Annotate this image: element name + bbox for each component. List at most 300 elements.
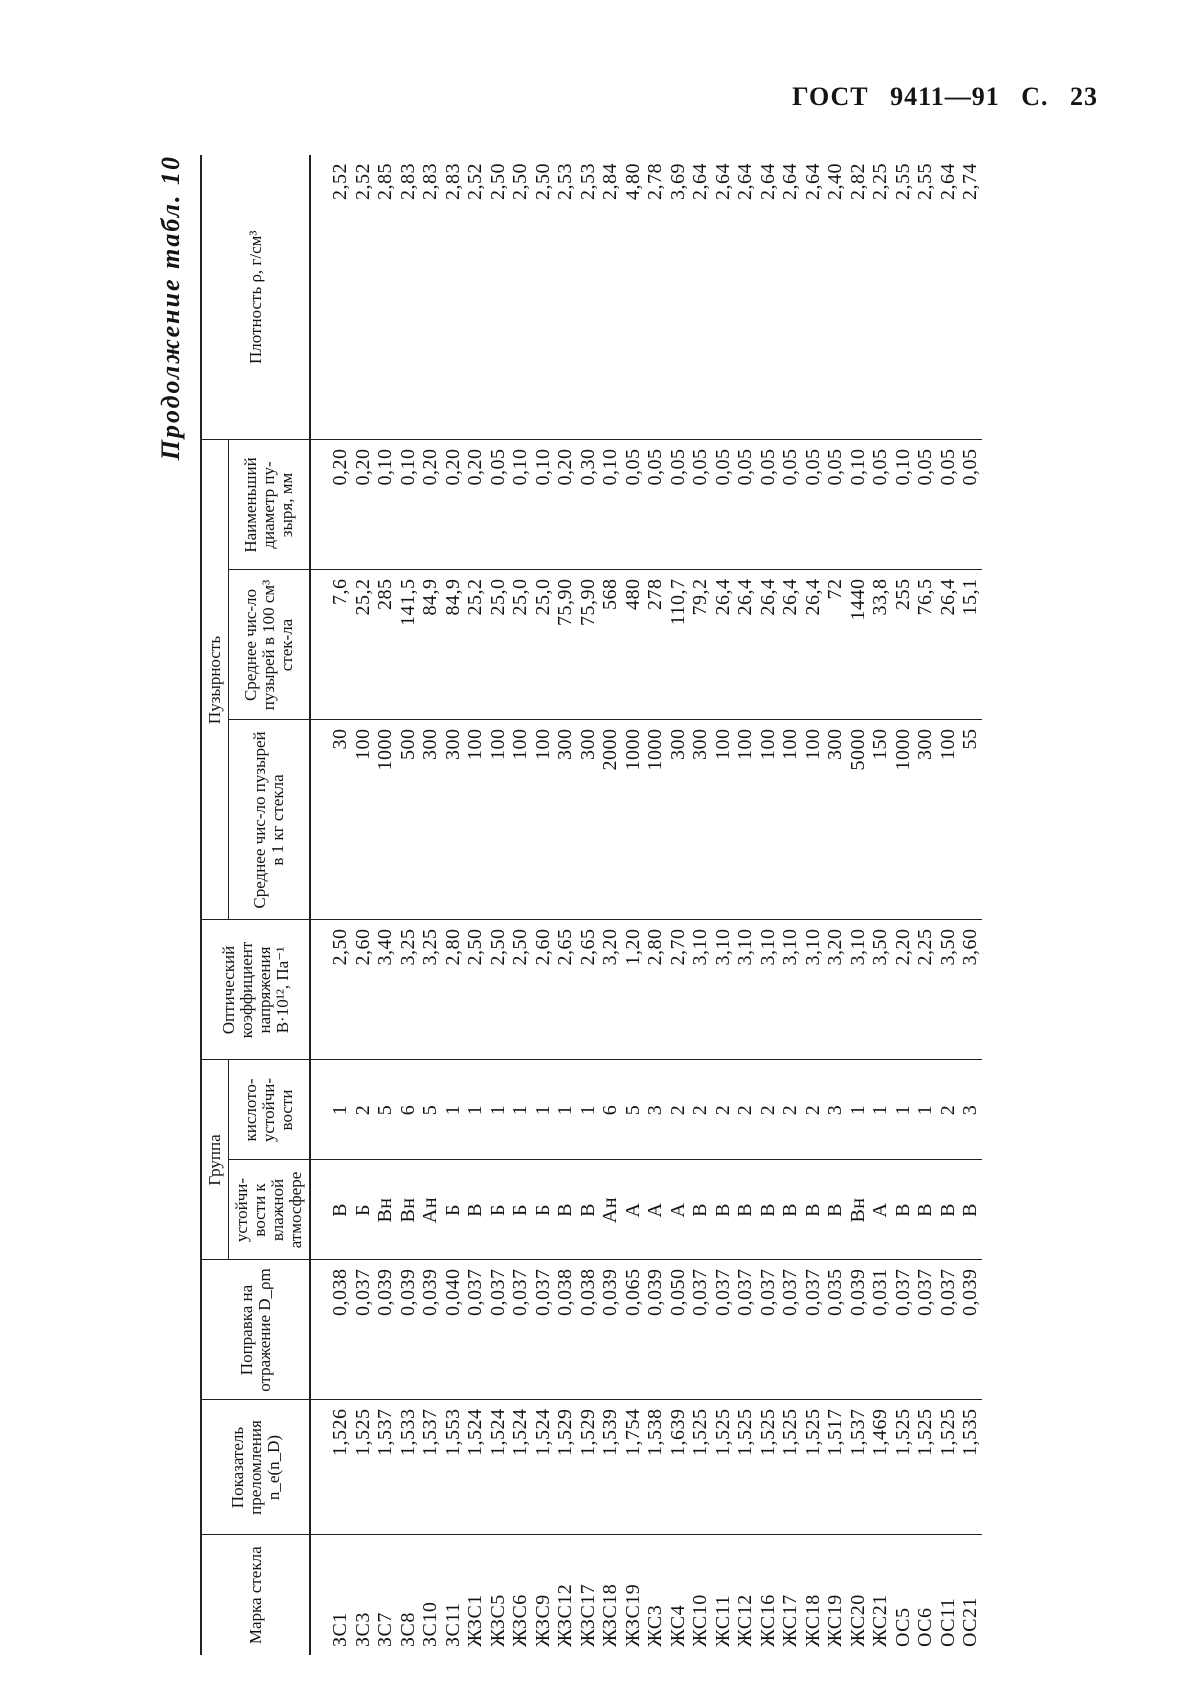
table-row <box>959 155 982 1655</box>
cell-mark: ЗС1 <box>310 1535 352 1655</box>
cell-bubbles-cm3: 26,4 <box>802 570 825 720</box>
col-humidity: устойчи-вости к влажной атмосфере <box>229 1160 311 1260</box>
cell-bubbles-kg: 500 <box>397 720 420 920</box>
table-row <box>779 155 802 1655</box>
cell-optical: 3,10 <box>757 920 780 1060</box>
cell-reflection: 0,037 <box>937 1260 960 1400</box>
cell-acid: 3 <box>824 1060 847 1160</box>
cell-min-diameter: 0,05 <box>937 440 960 570</box>
col-reflection: Поправка на отражение D_ρm <box>201 1260 310 1400</box>
cell-bubbles-kg: 300 <box>667 720 690 920</box>
table-row <box>464 155 487 1655</box>
cell-humidity: Ан <box>599 1160 622 1260</box>
cell-optical: 2,25 <box>914 920 937 1060</box>
cell-bubbles-cm3: 72 <box>824 570 847 720</box>
cell-humidity: В <box>779 1160 802 1260</box>
cell-optical: 3,50 <box>937 920 960 1060</box>
cell-density: 2,84 <box>599 155 622 440</box>
cell-humidity: А <box>644 1160 667 1260</box>
cell-refraction: 1,754 <box>622 1400 645 1535</box>
cell-mark: ЖЗС1 <box>464 1535 487 1655</box>
cell-humidity: Ан <box>419 1160 442 1260</box>
cell-humidity: В <box>757 1160 780 1260</box>
table-row <box>869 155 892 1655</box>
cell-density: 2,83 <box>397 155 420 440</box>
cell-reflection: 0,037 <box>712 1260 735 1400</box>
cell-min-diameter: 0,05 <box>667 440 690 570</box>
page-label: С. <box>1021 82 1049 111</box>
cell-min-diameter: 0,10 <box>397 440 420 570</box>
cell-density: 2,53 <box>577 155 600 440</box>
table-row <box>509 155 532 1655</box>
page-header <box>778 82 1098 112</box>
cell-reflection: 0,039 <box>959 1260 982 1400</box>
cell-bubbles-cm3: 26,4 <box>734 570 757 720</box>
cell-acid: 1 <box>554 1060 577 1160</box>
cell-reflection: 0,038 <box>577 1260 600 1400</box>
cell-mark: ОС6 <box>914 1535 937 1655</box>
table-row <box>802 155 825 1655</box>
cell-acid: 2 <box>712 1060 735 1160</box>
cell-optical: 3,25 <box>397 920 420 1060</box>
table-row <box>689 155 712 1655</box>
cell-density: 2,52 <box>352 155 375 440</box>
cell-acid: 2 <box>757 1060 780 1160</box>
cell-density: 2,64 <box>689 155 712 440</box>
cell-bubbles-kg: 100 <box>779 720 802 920</box>
cell-acid: 5 <box>374 1060 397 1160</box>
cell-mark: ЖЗС5 <box>487 1535 510 1655</box>
cell-mark: ЗС7 <box>374 1535 397 1655</box>
cell-acid: 3 <box>959 1060 982 1160</box>
cell-min-diameter: 0,20 <box>310 440 352 570</box>
cell-humidity: А <box>869 1160 892 1260</box>
cell-optical: 2,50 <box>509 920 532 1060</box>
cell-refraction: 1,525 <box>689 1400 712 1535</box>
cell-density: 2,55 <box>914 155 937 440</box>
cell-refraction: 1,525 <box>914 1400 937 1535</box>
cell-humidity: А <box>667 1160 690 1260</box>
cell-bubbles-cm3: 33,8 <box>869 570 892 720</box>
table-row <box>712 155 735 1655</box>
cell-reflection: 0,037 <box>734 1260 757 1400</box>
cell-mark: ЖС18 <box>802 1535 825 1655</box>
cell-bubbles-cm3: 285 <box>374 570 397 720</box>
cell-mark: ОС5 <box>892 1535 915 1655</box>
table-row <box>914 155 937 1655</box>
col-density: Плотность ρ, г/см³ <box>201 155 310 440</box>
cell-mark: ЖС4 <box>667 1535 690 1655</box>
cell-min-diameter: 0,05 <box>644 440 667 570</box>
cell-mark: ЖС10 <box>689 1535 712 1655</box>
table-row <box>847 155 870 1655</box>
cell-density: 3,69 <box>667 155 690 440</box>
col-acid: кислото-устойчи-вости <box>229 1060 311 1160</box>
cell-acid: 5 <box>419 1060 442 1160</box>
cell-bubbles-kg: 300 <box>419 720 442 920</box>
cell-refraction: 1,539 <box>599 1400 622 1535</box>
cell-bubbles-kg: 100 <box>734 720 757 920</box>
cell-refraction: 1,525 <box>937 1400 960 1535</box>
cell-humidity: В <box>959 1160 982 1260</box>
cell-acid: 1 <box>869 1060 892 1160</box>
cell-humidity: А <box>622 1160 645 1260</box>
cell-min-diameter: 0,05 <box>869 440 892 570</box>
cell-bubbles-kg: 300 <box>554 720 577 920</box>
cell-min-diameter: 0,10 <box>374 440 397 570</box>
cell-bubbles-kg: 300 <box>689 720 712 920</box>
cell-humidity: Вн <box>847 1160 870 1260</box>
cell-bubbles-kg: 100 <box>712 720 735 920</box>
cell-bubbles-kg: 1000 <box>622 720 645 920</box>
cell-min-diameter: 0,10 <box>892 440 915 570</box>
cell-bubbles-kg: 150 <box>869 720 892 920</box>
cell-humidity: Б <box>352 1160 375 1260</box>
cell-refraction: 1,526 <box>310 1400 352 1535</box>
cell-refraction: 1,537 <box>419 1400 442 1535</box>
cell-min-diameter: 0,05 <box>487 440 510 570</box>
cell-bubbles-cm3: 26,4 <box>712 570 735 720</box>
cell-density: 2,64 <box>937 155 960 440</box>
cell-optical: 1,20 <box>622 920 645 1060</box>
cell-humidity: В <box>464 1160 487 1260</box>
cell-optical: 3,10 <box>689 920 712 1060</box>
cell-humidity: В <box>689 1160 712 1260</box>
cell-density: 2,52 <box>310 155 352 440</box>
cell-min-diameter: 0,20 <box>352 440 375 570</box>
cell-humidity: В <box>914 1160 937 1260</box>
cell-reflection: 0,050 <box>667 1260 690 1400</box>
cell-humidity: В <box>802 1160 825 1260</box>
cell-reflection: 0,039 <box>644 1260 667 1400</box>
cell-acid: 6 <box>599 1060 622 1160</box>
cell-reflection: 0,037 <box>509 1260 532 1400</box>
cell-refraction: 1,525 <box>802 1400 825 1535</box>
col-mark: Марка стекла <box>201 1535 310 1655</box>
cell-acid: 3 <box>644 1060 667 1160</box>
cell-refraction: 1,535 <box>959 1400 982 1535</box>
cell-refraction: 1,524 <box>487 1400 510 1535</box>
cell-acid: 1 <box>487 1060 510 1160</box>
cell-refraction: 1,525 <box>352 1400 375 1535</box>
cell-reflection: 0,039 <box>847 1260 870 1400</box>
col-group: Группа <box>201 1060 229 1260</box>
table-row <box>667 155 690 1655</box>
cell-density: 2,55 <box>892 155 915 440</box>
cell-humidity: В <box>937 1160 960 1260</box>
cell-humidity: Б <box>532 1160 555 1260</box>
cell-bubbles-cm3: 26,4 <box>779 570 802 720</box>
cell-optical: 3,20 <box>824 920 847 1060</box>
cell-bubbles-kg: 300 <box>442 720 465 920</box>
cell-reflection: 0,037 <box>464 1260 487 1400</box>
cell-humidity: В <box>712 1160 735 1260</box>
cell-optical: 2,50 <box>487 920 510 1060</box>
cell-optical: 2,65 <box>554 920 577 1060</box>
cell-mark: ЗС3 <box>352 1535 375 1655</box>
cell-bubbles-cm3: 568 <box>599 570 622 720</box>
cell-acid: 1 <box>577 1060 600 1160</box>
cell-optical: 3,40 <box>374 920 397 1060</box>
cell-reflection: 0,065 <box>622 1260 645 1400</box>
cell-bubbles-cm3: 255 <box>892 570 915 720</box>
cell-bubbles-kg: 100 <box>487 720 510 920</box>
cell-humidity: Б <box>442 1160 465 1260</box>
cell-reflection: 0,037 <box>802 1260 825 1400</box>
cell-bubbles-kg: 100 <box>464 720 487 920</box>
cell-min-diameter: 0,05 <box>689 440 712 570</box>
cell-reflection: 0,037 <box>914 1260 937 1400</box>
cell-bubbles-kg: 300 <box>824 720 847 920</box>
cell-humidity: В <box>824 1160 847 1260</box>
gost-label: ГОСТ <box>792 82 869 111</box>
cell-bubbles-cm3: 480 <box>622 570 645 720</box>
cell-bubbles-cm3: 278 <box>644 570 667 720</box>
cell-density: 4,80 <box>622 155 645 440</box>
cell-optical: 2,50 <box>464 920 487 1060</box>
cell-refraction: 1,525 <box>757 1400 780 1535</box>
cell-acid: 6 <box>397 1060 420 1160</box>
cell-density: 2,50 <box>487 155 510 440</box>
cell-density: 2,64 <box>757 155 780 440</box>
cell-density: 2,64 <box>734 155 757 440</box>
cell-bubbles-kg: 100 <box>757 720 780 920</box>
cell-bubbles-cm3: 25,0 <box>487 570 510 720</box>
cell-reflection: 0,037 <box>487 1260 510 1400</box>
cell-bubbles-kg: 100 <box>352 720 375 920</box>
col-bubbles-kg: Среднее чис-ло пузырей в 1 кг стекла <box>229 720 311 920</box>
cell-refraction: 1,525 <box>892 1400 915 1535</box>
cell-mark: ЖС16 <box>757 1535 780 1655</box>
cell-optical: 3,10 <box>802 920 825 1060</box>
cell-density: 2,25 <box>869 155 892 440</box>
cell-min-diameter: 0,05 <box>802 440 825 570</box>
cell-optical: 3,10 <box>847 920 870 1060</box>
cell-bubbles-kg: 2000 <box>599 720 622 920</box>
cell-acid: 2 <box>734 1060 757 1160</box>
cell-mark: ЖС19 <box>824 1535 847 1655</box>
cell-mark: ЖЗС17 <box>577 1535 600 1655</box>
cell-bubbles-kg: 1000 <box>892 720 915 920</box>
cell-optical: 3,10 <box>779 920 802 1060</box>
table-row <box>622 155 645 1655</box>
cell-min-diameter: 0,05 <box>914 440 937 570</box>
cell-bubbles-cm3: 75,90 <box>554 570 577 720</box>
cell-reflection: 0,038 <box>310 1260 352 1400</box>
cell-humidity: Вн <box>374 1160 397 1260</box>
cell-min-diameter: 0,10 <box>847 440 870 570</box>
cell-optical: 2,70 <box>667 920 690 1060</box>
cell-min-diameter: 0,05 <box>779 440 802 570</box>
cell-optical: 2,60 <box>532 920 555 1060</box>
cell-bubbles-kg: 1000 <box>374 720 397 920</box>
cell-density: 2,83 <box>442 155 465 440</box>
cell-density: 2,40 <box>824 155 847 440</box>
cell-humidity: В <box>892 1160 915 1260</box>
cell-density: 2,53 <box>554 155 577 440</box>
col-bubbles-cm3: Среднее чис-ло пузырей в 100 см³ стек-ла <box>229 570 311 720</box>
table-row <box>352 155 375 1655</box>
cell-min-diameter: 0,20 <box>419 440 442 570</box>
cell-humidity: Вн <box>397 1160 420 1260</box>
cell-density: 2,82 <box>847 155 870 440</box>
col-min-diameter: Наименьший диаметр пу-зыря, мм <box>229 440 311 570</box>
cell-acid: 1 <box>464 1060 487 1160</box>
cell-density: 2,50 <box>532 155 555 440</box>
cell-acid: 1 <box>892 1060 915 1160</box>
cell-bubbles-cm3: 25,0 <box>532 570 555 720</box>
cell-refraction: 1,529 <box>577 1400 600 1535</box>
cell-mark: ОС21 <box>959 1535 982 1655</box>
table-body <box>310 155 982 1655</box>
cell-refraction: 1,639 <box>667 1400 690 1535</box>
cell-acid: 2 <box>667 1060 690 1160</box>
cell-mark: ЖС21 <box>869 1535 892 1655</box>
cell-humidity: В <box>310 1160 352 1260</box>
cell-density: 2,64 <box>712 155 735 440</box>
col-optical: Оптический коэффициент напряжения В·10¹², Па⁻¹ <box>201 920 310 1060</box>
table-row <box>757 155 780 1655</box>
cell-density: 2,50 <box>509 155 532 440</box>
cell-humidity: В <box>734 1160 757 1260</box>
cell-density: 2,64 <box>802 155 825 440</box>
table-row <box>419 155 442 1655</box>
cell-refraction: 1,553 <box>442 1400 465 1535</box>
cell-mark: ЖЗС19 <box>622 1535 645 1655</box>
cell-refraction: 1,537 <box>847 1400 870 1535</box>
cell-reflection: 0,037 <box>532 1260 555 1400</box>
cell-acid: 5 <box>622 1060 645 1160</box>
cell-bubbles-cm3: 25,2 <box>464 570 487 720</box>
table-row <box>892 155 915 1655</box>
cell-min-diameter: 0,05 <box>959 440 982 570</box>
col-refraction: Показатель преломления n_e(n_D) <box>201 1400 310 1535</box>
cell-optical: 2,50 <box>310 920 352 1060</box>
cell-bubbles-kg: 100 <box>509 720 532 920</box>
cell-bubbles-kg: 300 <box>914 720 937 920</box>
cell-min-diameter: 0,05 <box>622 440 645 570</box>
cell-reflection: 0,037 <box>352 1260 375 1400</box>
cell-acid: 1 <box>310 1060 352 1160</box>
cell-optical: 2,65 <box>577 920 600 1060</box>
cell-optical: 3,60 <box>959 920 982 1060</box>
cell-optical: 3,20 <box>599 920 622 1060</box>
cell-refraction: 1,525 <box>734 1400 757 1535</box>
cell-refraction: 1,525 <box>779 1400 802 1535</box>
cell-min-diameter: 0,20 <box>464 440 487 570</box>
cell-bubbles-cm3: 25,0 <box>509 570 532 720</box>
table-row <box>374 155 397 1655</box>
cell-density: 2,52 <box>464 155 487 440</box>
cell-reflection: 0,037 <box>757 1260 780 1400</box>
cell-bubbles-cm3: 110,7 <box>667 570 690 720</box>
cell-mark: ЖС12 <box>734 1535 757 1655</box>
cell-humidity: В <box>554 1160 577 1260</box>
cell-reflection: 0,037 <box>892 1260 915 1400</box>
table-row <box>554 155 577 1655</box>
cell-acid: 1 <box>847 1060 870 1160</box>
cell-humidity: В <box>577 1160 600 1260</box>
cell-min-diameter: 0,20 <box>554 440 577 570</box>
cell-optical: 3,10 <box>734 920 757 1060</box>
cell-acid: 2 <box>937 1060 960 1160</box>
cell-acid: 1 <box>509 1060 532 1160</box>
cell-bubbles-kg: 30 <box>310 720 352 920</box>
cell-refraction: 1,537 <box>374 1400 397 1535</box>
cell-bubbles-cm3: 26,4 <box>757 570 780 720</box>
cell-min-diameter: 0,10 <box>599 440 622 570</box>
cell-bubbles-cm3: 79,2 <box>689 570 712 720</box>
table-row <box>577 155 600 1655</box>
cell-min-diameter: 0,10 <box>509 440 532 570</box>
cell-refraction: 1,524 <box>509 1400 532 1535</box>
glass-properties-table <box>200 155 982 1655</box>
cell-bubbles-cm3: 76,5 <box>914 570 937 720</box>
table-row <box>487 155 510 1655</box>
cell-mark: ЗС11 <box>442 1535 465 1655</box>
cell-min-diameter: 0,05 <box>824 440 847 570</box>
cell-reflection: 0,035 <box>824 1260 847 1400</box>
cell-reflection: 0,039 <box>599 1260 622 1400</box>
cell-density: 2,74 <box>959 155 982 440</box>
table-row <box>644 155 667 1655</box>
cell-mark: ЗС10 <box>419 1535 442 1655</box>
cell-bubbles-kg: 300 <box>577 720 600 920</box>
cell-reflection: 0,039 <box>419 1260 442 1400</box>
cell-acid: 2 <box>689 1060 712 1160</box>
cell-humidity: Б <box>509 1160 532 1260</box>
cell-optical: 2,20 <box>892 920 915 1060</box>
table-row <box>310 155 352 1655</box>
rotated-table-area <box>156 155 1196 1647</box>
page-number: 23 <box>1070 82 1098 111</box>
cell-refraction: 1,533 <box>397 1400 420 1535</box>
cell-reflection: 0,039 <box>397 1260 420 1400</box>
cell-density: 2,83 <box>419 155 442 440</box>
cell-bubbles-cm3: 84,9 <box>419 570 442 720</box>
cell-bubbles-cm3: 15,1 <box>959 570 982 720</box>
cell-refraction: 1,517 <box>824 1400 847 1535</box>
cell-bubbles-cm3: 1440 <box>847 570 870 720</box>
cell-min-diameter: 0,10 <box>532 440 555 570</box>
cell-mark: ЖЗС9 <box>532 1535 555 1655</box>
cell-mark: ЖС20 <box>847 1535 870 1655</box>
cell-min-diameter: 0,20 <box>442 440 465 570</box>
table-row <box>599 155 622 1655</box>
table-row <box>397 155 420 1655</box>
cell-mark: ЖС17 <box>779 1535 802 1655</box>
table-row <box>734 155 757 1655</box>
table-row <box>532 155 555 1655</box>
cell-bubbles-kg: 100 <box>532 720 555 920</box>
cell-mark: ЖС11 <box>712 1535 735 1655</box>
cell-bubbles-cm3: 84,9 <box>442 570 465 720</box>
cell-bubbles-kg: 100 <box>937 720 960 920</box>
cell-optical: 3,50 <box>869 920 892 1060</box>
cell-refraction: 1,524 <box>532 1400 555 1535</box>
cell-bubbles-kg: 1000 <box>644 720 667 920</box>
cell-reflection: 0,031 <box>869 1260 892 1400</box>
cell-bubbles-cm3: 26,4 <box>937 570 960 720</box>
cell-optical: 2,80 <box>644 920 667 1060</box>
cell-mark: ЖЗС6 <box>509 1535 532 1655</box>
cell-bubbles-cm3: 25,2 <box>352 570 375 720</box>
cell-refraction: 1,469 <box>869 1400 892 1535</box>
cell-acid: 2 <box>352 1060 375 1160</box>
cell-reflection: 0,039 <box>374 1260 397 1400</box>
cell-refraction: 1,538 <box>644 1400 667 1535</box>
cell-density: 2,78 <box>644 155 667 440</box>
